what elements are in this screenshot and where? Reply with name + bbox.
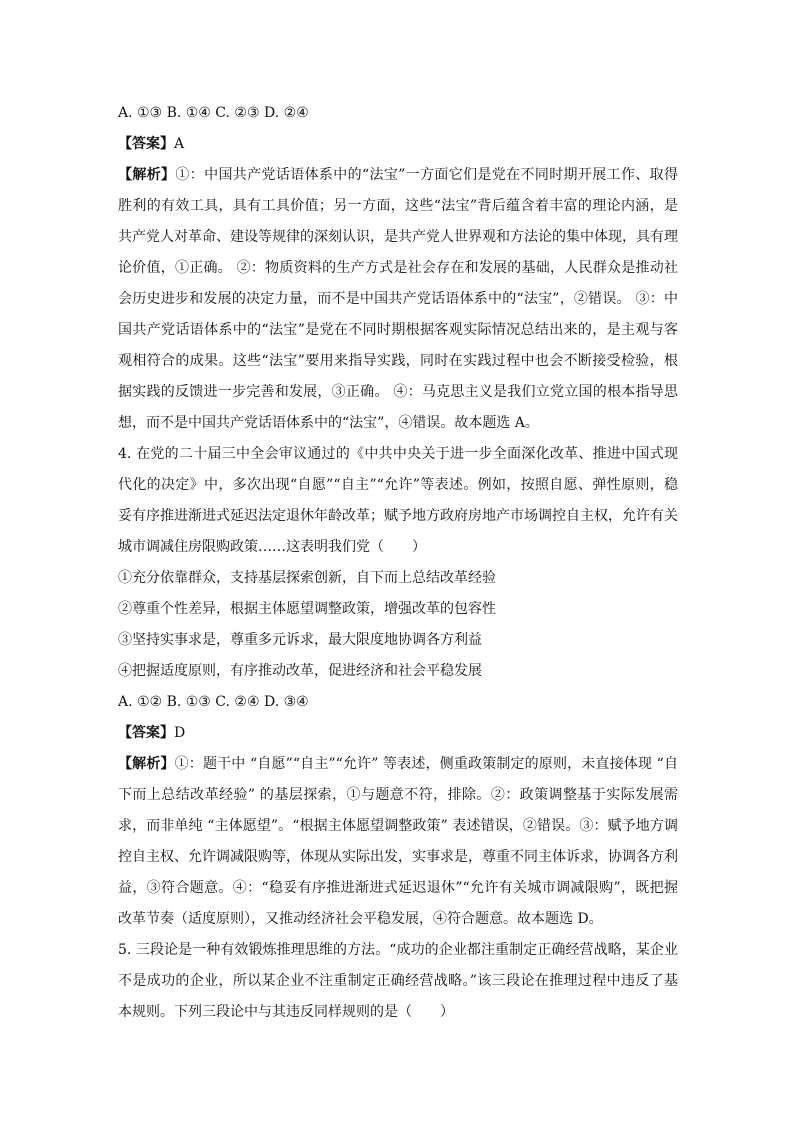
q3-analysis-text: ①：中国共产党话语体系中的“法宝”一方面它们是党在不同时期开展工作、取得胜利的有效工具，具有工具价值；另一方面，这些“法宝”背后蕴含着丰富的理论内涵，是共产党人对革命、建设等规律的深刻认识，是共产党人世界观和方法论的集中体现，具有理论价值，①正确。 ②：物质资料的生产方式是社会存在和发展的基础，人民群众是推动社会历史进步和发展的决定力量，而不是中国共产党话语体系中的“法宝”，②错误。 ③：中国共产党话语体系中的“法宝”是党在不同时期根据客观实际情况总结出来的，是主观与客观相符合的成果。这些“法宝”要用来指导实践，同时在实践过程中也会不断接受检验，根据实践的反馈进一步完善和发展，③正确。 ④：马克思主义是我们立党立国的根本指导思想，而不是中国共产党话语体系中的“法宝”，④错误。故本题选 A。 (118, 167, 679, 431)
q4-analysis (118, 749, 678, 935)
q3-answer-tag: 【答案】 (118, 136, 174, 152)
document-page (118, 98, 678, 1028)
q4-answer-tag: 【答案】 (118, 725, 174, 741)
q3-answer (118, 129, 678, 160)
q4-item: ②尊重个性差异，根据主体愿望调整政策，增强改革的包容性 (118, 601, 496, 617)
q4-item: ①充分依靠群众，支持基层探索创新，自下而上总结改革经验 (118, 570, 496, 586)
q5-stem: 5. 三段论是一种有效锻炼推理思维的方法。“成功的企业都注重制定正确经营战略，某企业不是成功的企业，所以某企业不注重制定正确经营战略。”该三段论在推理过程中违反了基本规则。下列三段论中与其违反同样规则的是（ ） (118, 942, 678, 1020)
q4-analysis-tag: 【解析】 (118, 756, 175, 772)
q3-options: A. ①③ B. ①④ C. ②③ D. ②④ (118, 105, 309, 121)
q3-analysis-tag: 【解析】 (118, 167, 176, 183)
q4-item: ③坚持实事求是，尊重多元诉求，最大限度地协调各方利益 (118, 632, 482, 648)
q4-stem: 4. 在党的二十届三中全会审议通过的《中共中央关于进一步全面深化改革、推进中国式现代化的决定》中，多次出现“自愿”“自主”“允许”等表述。例如，按照自愿、弹性原则，稳妥有序推进渐进式延迟法定退休年龄改革；赋予地方政府房地产市场调控自主权，允许有关城市调减住房限购政策……这表明我们党（ ） (118, 446, 678, 555)
q4-answer (118, 718, 678, 749)
q4-answer-value: D (174, 725, 186, 741)
q4-analysis-text: ①：题干中 “自愿”“自主”“允许” 等表述，侧重政策制定的原则，未直接体现 “自下而上总结改革经验” 的基层探索，①与题意不符，排除。②：政策调整基于实际发展需求，而非单纯 “主体愿望”。“根据主体愿望调整政策” 表述错误，②错误。③：赋予地方调控自主权、允许调减限购等，体现从实际出发，实事求是，尊重不同主体诉求，协调各方利益，③符合题意。④：“稳妥有序推进渐进式延迟退休”“允许有关城市调减限购”，既把握改革节奏（适度原则），又推动经济社会平稳发展，④符合题意。故本题选 D。 (118, 756, 678, 927)
q4-item: ④把握适度原则，有序推动改革，促进经济和社会平稳发展 (118, 663, 482, 679)
q4-options: A. ①② B. ①③ C. ②④ D. ③④ (118, 694, 309, 710)
q3-answer-value: A (174, 136, 185, 152)
q3-analysis (118, 160, 678, 439)
